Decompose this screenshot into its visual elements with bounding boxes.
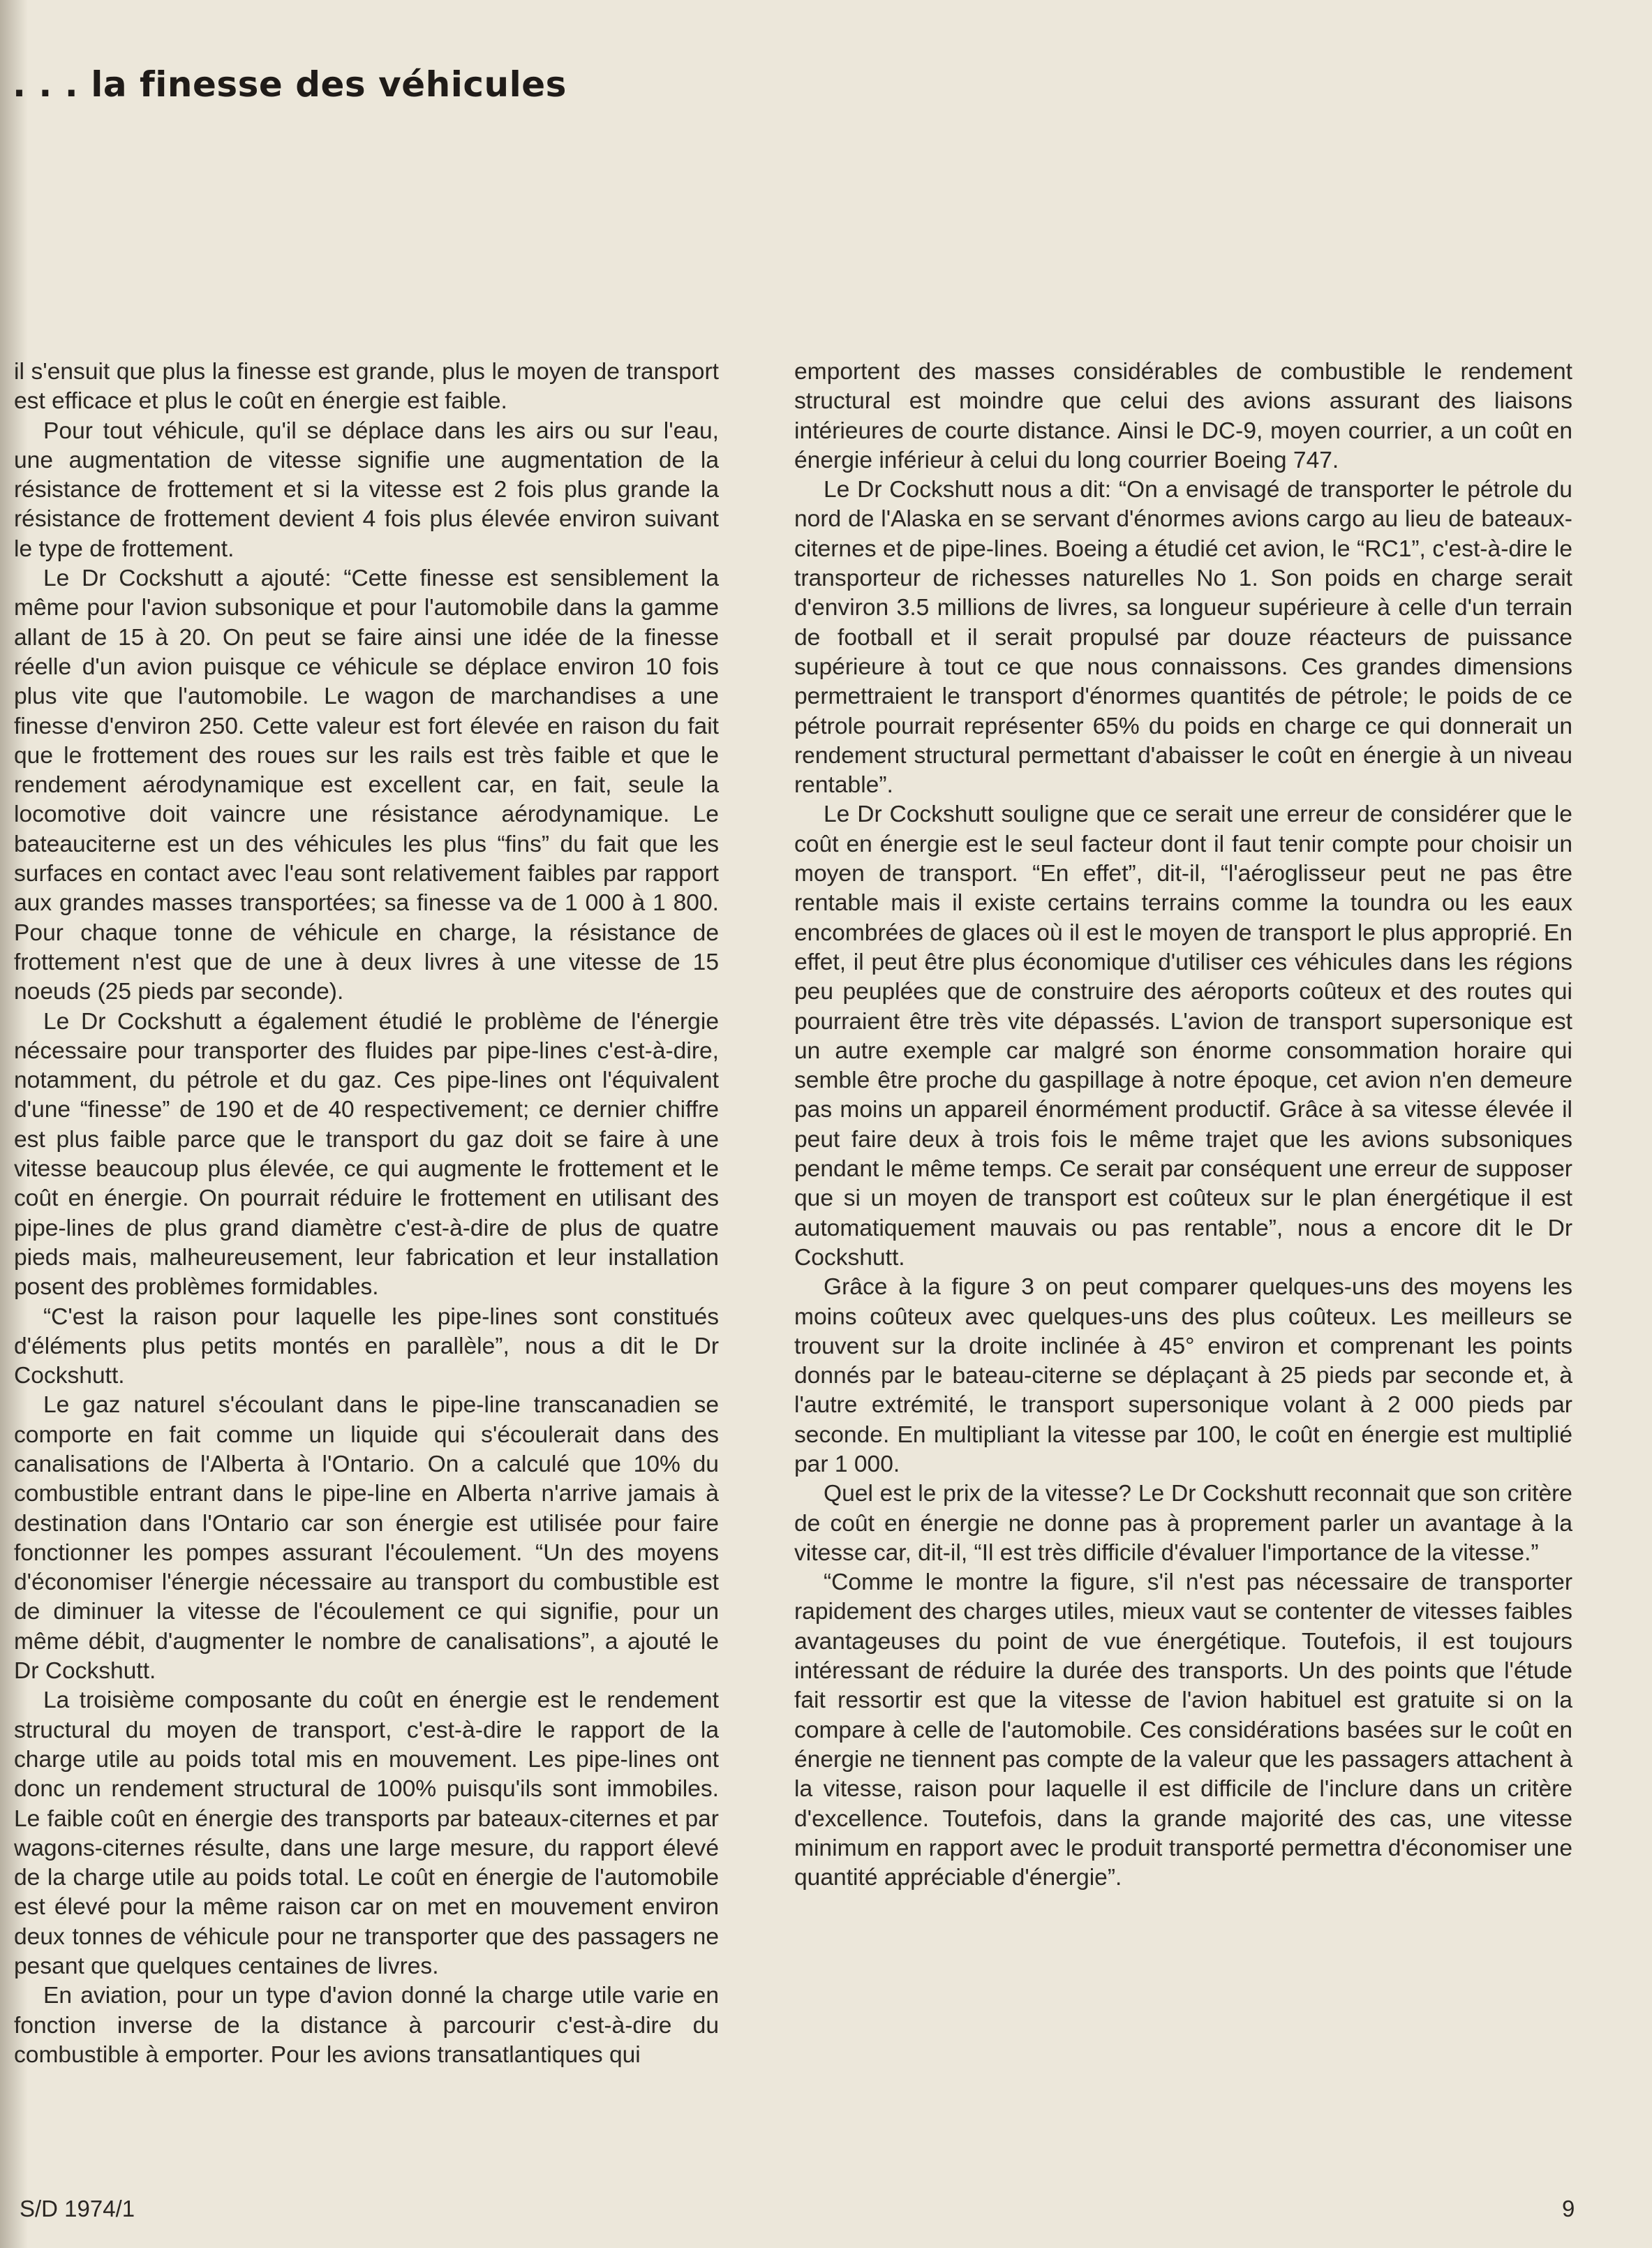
paragraph: Grâce à la figure 3 on peut comparer quelques-uns des moyens les moins coûteux avec quelques-uns des plus coûteux. Les meilleurs se trouvent sur la droite inclinée à 45° environ et comprenant les points donnés par le bateau-citerne se déplaçant à 25 pieds par seconde et, à l'autre extrémité, le transport supersonique volant à 2 000 pieds par seconde. En multipliant la vitesse par 100, le coût en énergie est multiplié par 1 000. bbox=[794, 1274, 1572, 1477]
page-number: 9 bbox=[1562, 2196, 1575, 2221]
paragraph: La troisième composante du coût en énergie est le rendement structural du moyen de transport, c'est-à-dire le rapport de la charge utile au poids total mis en mouvement. Les pipe-lines ont donc un rendement structural de 100% puisqu'ils sont immobiles. Le faible coût en énergie des transports par bateaux-citernes et par wagons-citernes résulte, dans une large mesure, du rapport élevé de la charge utile au poids total. Le coût en énergie de l'automobile est élevé pour la même raison car on met en mouvement environ deux tonnes de véhicule pour ne transporter que des passagers ne pesant que quelques centaines de livres. bbox=[14, 1687, 719, 1980]
paragraph: Pour tout véhicule, qu'il se déplace dans les airs ou sur l'eau, une augmentation de vitesse signifie une augmentation de la résistance de frottement et si la vitesse est 2 fois plus grande la résistance de frottement devient 4 fois plus élevée environ suivant le type de frottement. bbox=[14, 417, 719, 562]
paragraph: En aviation, pour un type d'avion donné la charge utile varie en fonction inverse de la distance à parcourir c'est-à-dire du combustible à emporter. Pour les avions transatlantiques qui bbox=[14, 1983, 719, 2068]
paragraph: Le Dr Cockshutt a ajouté: “Cette finesse est sensiblement la même pour l'avion subsonique et pour l'automobile dans la gamme allant de 15 à 20. On peut se faire ainsi une idée de la finesse réelle d'un avion puisque ce véhicule se déplace environ 10 fois plus vite que l'automobile. Le wagon de marchandises a une finesse d'environ 250. Cette valeur est fort élevée en raison du fait que le frottement des roues sur les rails est très faible et que le rendement aérodynamique est excellent car, en fait, seule la locomotive doit vaincre une résistance aérodynamique. Le bateauciterne est un des véhicules les plus “fins” du fait que les surfaces en contact avec l'eau sont relativement faibles par rapport aux grandes masses transportées; sa finesse va de 1 000 à 1 800. Pour chaque tonne de véhicule en charge, la résistance de frottement n'est que de une à deux livres à une vitesse de 15 noeuds (25 pieds par seconde). bbox=[14, 565, 719, 1005]
page-heading: . . . la finesse des véhicules bbox=[13, 64, 567, 105]
paragraph: il s'ensuit que plus la finesse est grande, plus le moyen de transport est efficace et plus le coût en énergie est faible. bbox=[14, 359, 719, 415]
right-column bbox=[794, 357, 1572, 1893]
paragraph: Quel est le prix de la vitesse? Le Dr Cockshutt reconnait que son critère de coût en énergie ne donne pas à proprement parler un avantage à la vitesse car, dit-il, “Il est très difficile d'évaluer l'importance de la vitesse.” bbox=[794, 1481, 1572, 1566]
paragraph: Le Dr Cockshutt nous a dit: “On a envisagé de transporter le pétrole du nord de l'Alaska en se servant d'énormes avions cargo au lieu de bateaux-citernes et de pipe-lines. Boeing a étudié cet avion, le “RC1”, c'est-à-dire le transporteur de richesses naturelles No 1. Son poids en charge serait d'environ 3.5 millions de livres, sa longueur supérieure à celle d'un terrain de football et il serait propulsé par douze réacteurs de puissance supérieure à tout ce que nous connaissons. Ces grandes dimensions permettraient le transport d'énormes quantités de pétrole; le poids de ce pétrole pourrait représenter 65% du poids en charge ce qui donnerait un rendement structural permettant d'abaisser le coût en énergie à un niveau rentable”. bbox=[794, 477, 1572, 799]
paragraph: Le gaz naturel s'écoulant dans le pipe-line transcanadien se comporte en fait comme un liquide qui s'écoulerait dans des canalisations de l'Alberta à l'Ontario. On a calculé que 10% du combustible entrant dans le pipe-line en Alberta n'arrive jamais à destination dans l'Ontario car son énergie est utilisée pour faire fonctionner les pompes assurant l'écoulement. “Un des moyens d'économiser l'énergie nécessaire au transport du combustible est de diminuer la vitesse de l'écoulement ce qui signifie, pour un même débit, d'augmenter le nombre de canalisations”, a ajouté le Dr Cockshutt. bbox=[14, 1392, 719, 1685]
issue-label: S/D 1974/1 bbox=[20, 2196, 135, 2221]
paragraph: Le Dr Cockshutt souligne que ce serait une erreur de considérer que le coût en énergie est le seul facteur dont il faut tenir compte pour choisir un moyen de transport. “En effet”, dit-il, “l'aéroglisseur peut ne pas être rentable mais il existe certains terrains comme la toundra ou les eaux encombrées de glaces où il est le moyen de transport le plus approprié. En effet, il peut être plus économique d'utiliser ces véhicules dans les régions peu peuplées que de construire des aéroports coûteux et des routes qui pourraient être très vite dépassés. L'avion de transport supersonique est un autre exemple car malgré son énorme consommation horaire qui semble être proche du gaspillage à notre époque, cet avion n'en demeure pas moins un appareil énormément productif. Grâce à sa vitesse élevée il peut faire deux à trois fois le même trajet que les avions subsoniques pendant le même temps. Ce serait par conséquent une erreur de supposer que si un moyen de transport est coûteux sur le plan énergétique il est automatiquement mauvais ou pas rentable”, nous a encore dit le Dr Cockshutt. bbox=[794, 801, 1572, 1271]
paragraph: “C'est la raison pour laquelle les pipe-lines sont constitués d'éléments plus petits montés en parallèle”, nous a dit le Dr Cockshutt. bbox=[14, 1303, 719, 1389]
paragraph: Le Dr Cockshutt a également étudié le problème de l'énergie nécessaire pour transporter des fluides par pipe-lines c'est-à-dire, notamment, du pétrole et du gaz. Ces pipe-lines ont l'équivalent d'une “finesse” de 190 et de 40 respectivement; ce dernier chiffre est plus faible parce que le transport du gaz doit se faire à une vitesse beaucoup plus élevée, ce qui augmente le frottement et le coût en énergie. On pourrait réduire le frottement en utilisant des pipe-lines de plus grand diamètre c'est-à-dire de plus de quatre pieds mais, malheureusement, leur fabrication et leur installation posent des problèmes formidables. bbox=[14, 1008, 719, 1301]
paragraph: “Comme le montre la figure, s'il n'est pas nécessaire de transporter rapidement des charges utiles, mieux vaut se contenter de vitesses faibles avantageuses du point de vue énergétique. Toutefois, il est toujours intéressant de réduire la durée des transports. Un des points que l'étude fait ressortir est que la vitesse de l'avion habituel est gratuite si on la compare à celle de l'automobile. Ces considérations basées sur le coût en énergie ne tiennent pas compte de la valeur que les passagers attachent à la vitesse, raison pour laquelle il est difficile de l'inclure dans un critère d'excellence. Toutefois, dans la grande majorité des cas, une vitesse minimum en rapport avec le produit transporté permettra d'économiser une quantité appréciable d'énergie”. bbox=[794, 1569, 1572, 1891]
paragraph: emportent des masses considérables de combustible le rendement structural est moindre que celui des avions assurant des liaisons intérieures de courte distance. Ainsi le DC-9, moyen courrier, a un coût en énergie inférieur à celui du long courrier Boeing 747. bbox=[794, 359, 1572, 473]
left-column bbox=[14, 357, 719, 2070]
